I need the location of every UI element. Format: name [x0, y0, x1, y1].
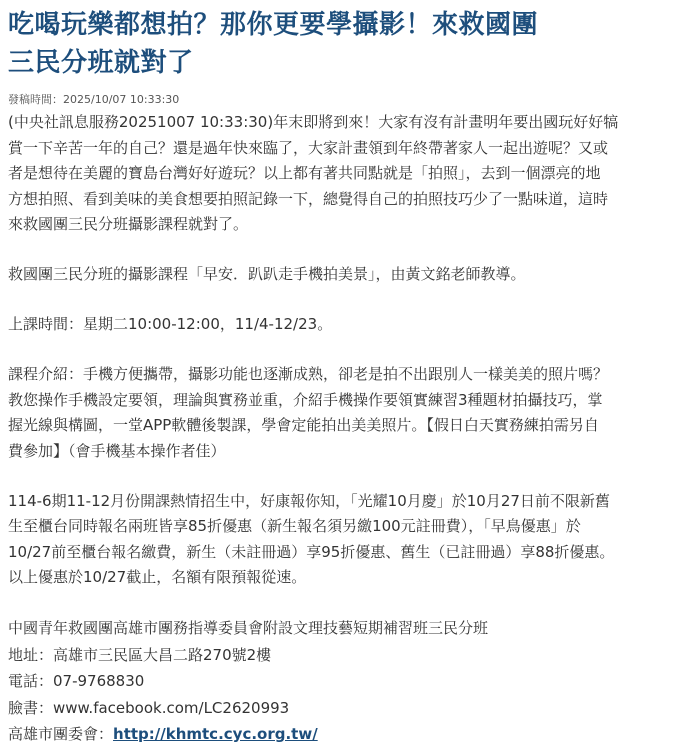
paragraph-line: 握光線與構圖，一堂APP軟體後製課，學會定能拍出美美照片。【假日白天實務練拍需另自 — [8, 416, 599, 434]
contact-phone: 電話：07-9768830 — [8, 672, 145, 690]
contact-website — [8, 721, 680, 748]
paragraph-course-name — [8, 262, 680, 288]
contact-address: 地址：高雄市三民區大昌二路270號2樓 — [8, 645, 272, 664]
paragraph-line: 者是想待在美麗的寶島台灣好好遊玩？以上都有著共同點就是「拍照」，去到一個漂亮的地 — [8, 164, 601, 182]
paragraph-schedule — [8, 312, 680, 338]
paragraph-line: 114-6期11-12月份開課熱情招生中，好康報你知，「光耀10月慶」於10月27日前不限新舊 — [8, 491, 610, 510]
article-title — [8, 6, 680, 82]
paragraph-line: 以上優惠於10/27截止，名額有限預報從速。 — [8, 568, 307, 586]
paragraph-line: 生至櫃台同時報名兩班皆享85折優惠（新生報名須另繳100元註冊費），「早鳥優惠」於 — [8, 517, 581, 535]
title-line: 吃喝玩樂都想拍？那你更要學攝影！來救國團 — [8, 10, 539, 40]
paragraph-course-intro — [8, 362, 680, 464]
title-line: 三民分班就對了 — [8, 48, 194, 78]
paragraph-line: (中央社訊息服務20251007 10:33:30)年末即將到來！大家有沒有計畫明年要出國玩好好犒 — [8, 113, 619, 131]
paragraph-line: 救國團三民分班的攝影課程「早安．趴趴走手機拍美景」，由黃文銘老師教導。 — [8, 265, 526, 283]
publish-time: 發稿時間：2025/10/07 10:33:30 — [8, 93, 180, 106]
paragraph-line: 教您操作手機設定要領，理論與實務並重，介紹手機操作要領實練習3種題材拍攝技巧，掌 — [8, 390, 603, 409]
paragraph-line: 方想拍照、看到美味的美食想要拍照記錄一下，總覺得自己的拍照技巧少了一點味道，這時 — [8, 189, 609, 208]
paragraph-line: 課程介紹：手機方便攜帶，攝影功能也逐漸成熟，卻老是拍不出跟別人一樣美美的照片嗎？ — [8, 365, 609, 383]
paragraph-promotion — [8, 489, 680, 591]
paragraph-intro — [8, 110, 680, 238]
website-link[interactable]: http://khmtc.cyc.org.tw/ — [113, 725, 318, 743]
article-body — [8, 110, 680, 748]
contact-website-label: 高雄市團委會： — [8, 725, 114, 743]
paragraph-line: 費參加】（會手機基本操作者佳） — [8, 441, 226, 460]
paragraph-line: 10/27前至櫃台報名繳費，新生（未註冊過）享95折優惠、舊生（已註冊過）享88折優惠。 — [8, 542, 615, 561]
contact-block — [8, 615, 680, 748]
paragraph-line: 賞一下辛苦一年的自己？還是過年快來臨了，大家計畫領到年終帶著家人一起出遊呢？又或 — [8, 138, 609, 157]
paragraph-line: 上課時間：星期二10:00-12:00，11/4-12/23。 — [8, 315, 333, 333]
contact-org: 中國青年救國團高雄市團務指導委員會附設文理技藝短期補習班三民分班 — [8, 619, 489, 637]
paragraph-line: 來救國團三民分班攝影課程就對了。 — [8, 215, 249, 233]
contact-facebook: 臉書：www.facebook.com/LC2620993 — [8, 698, 290, 717]
